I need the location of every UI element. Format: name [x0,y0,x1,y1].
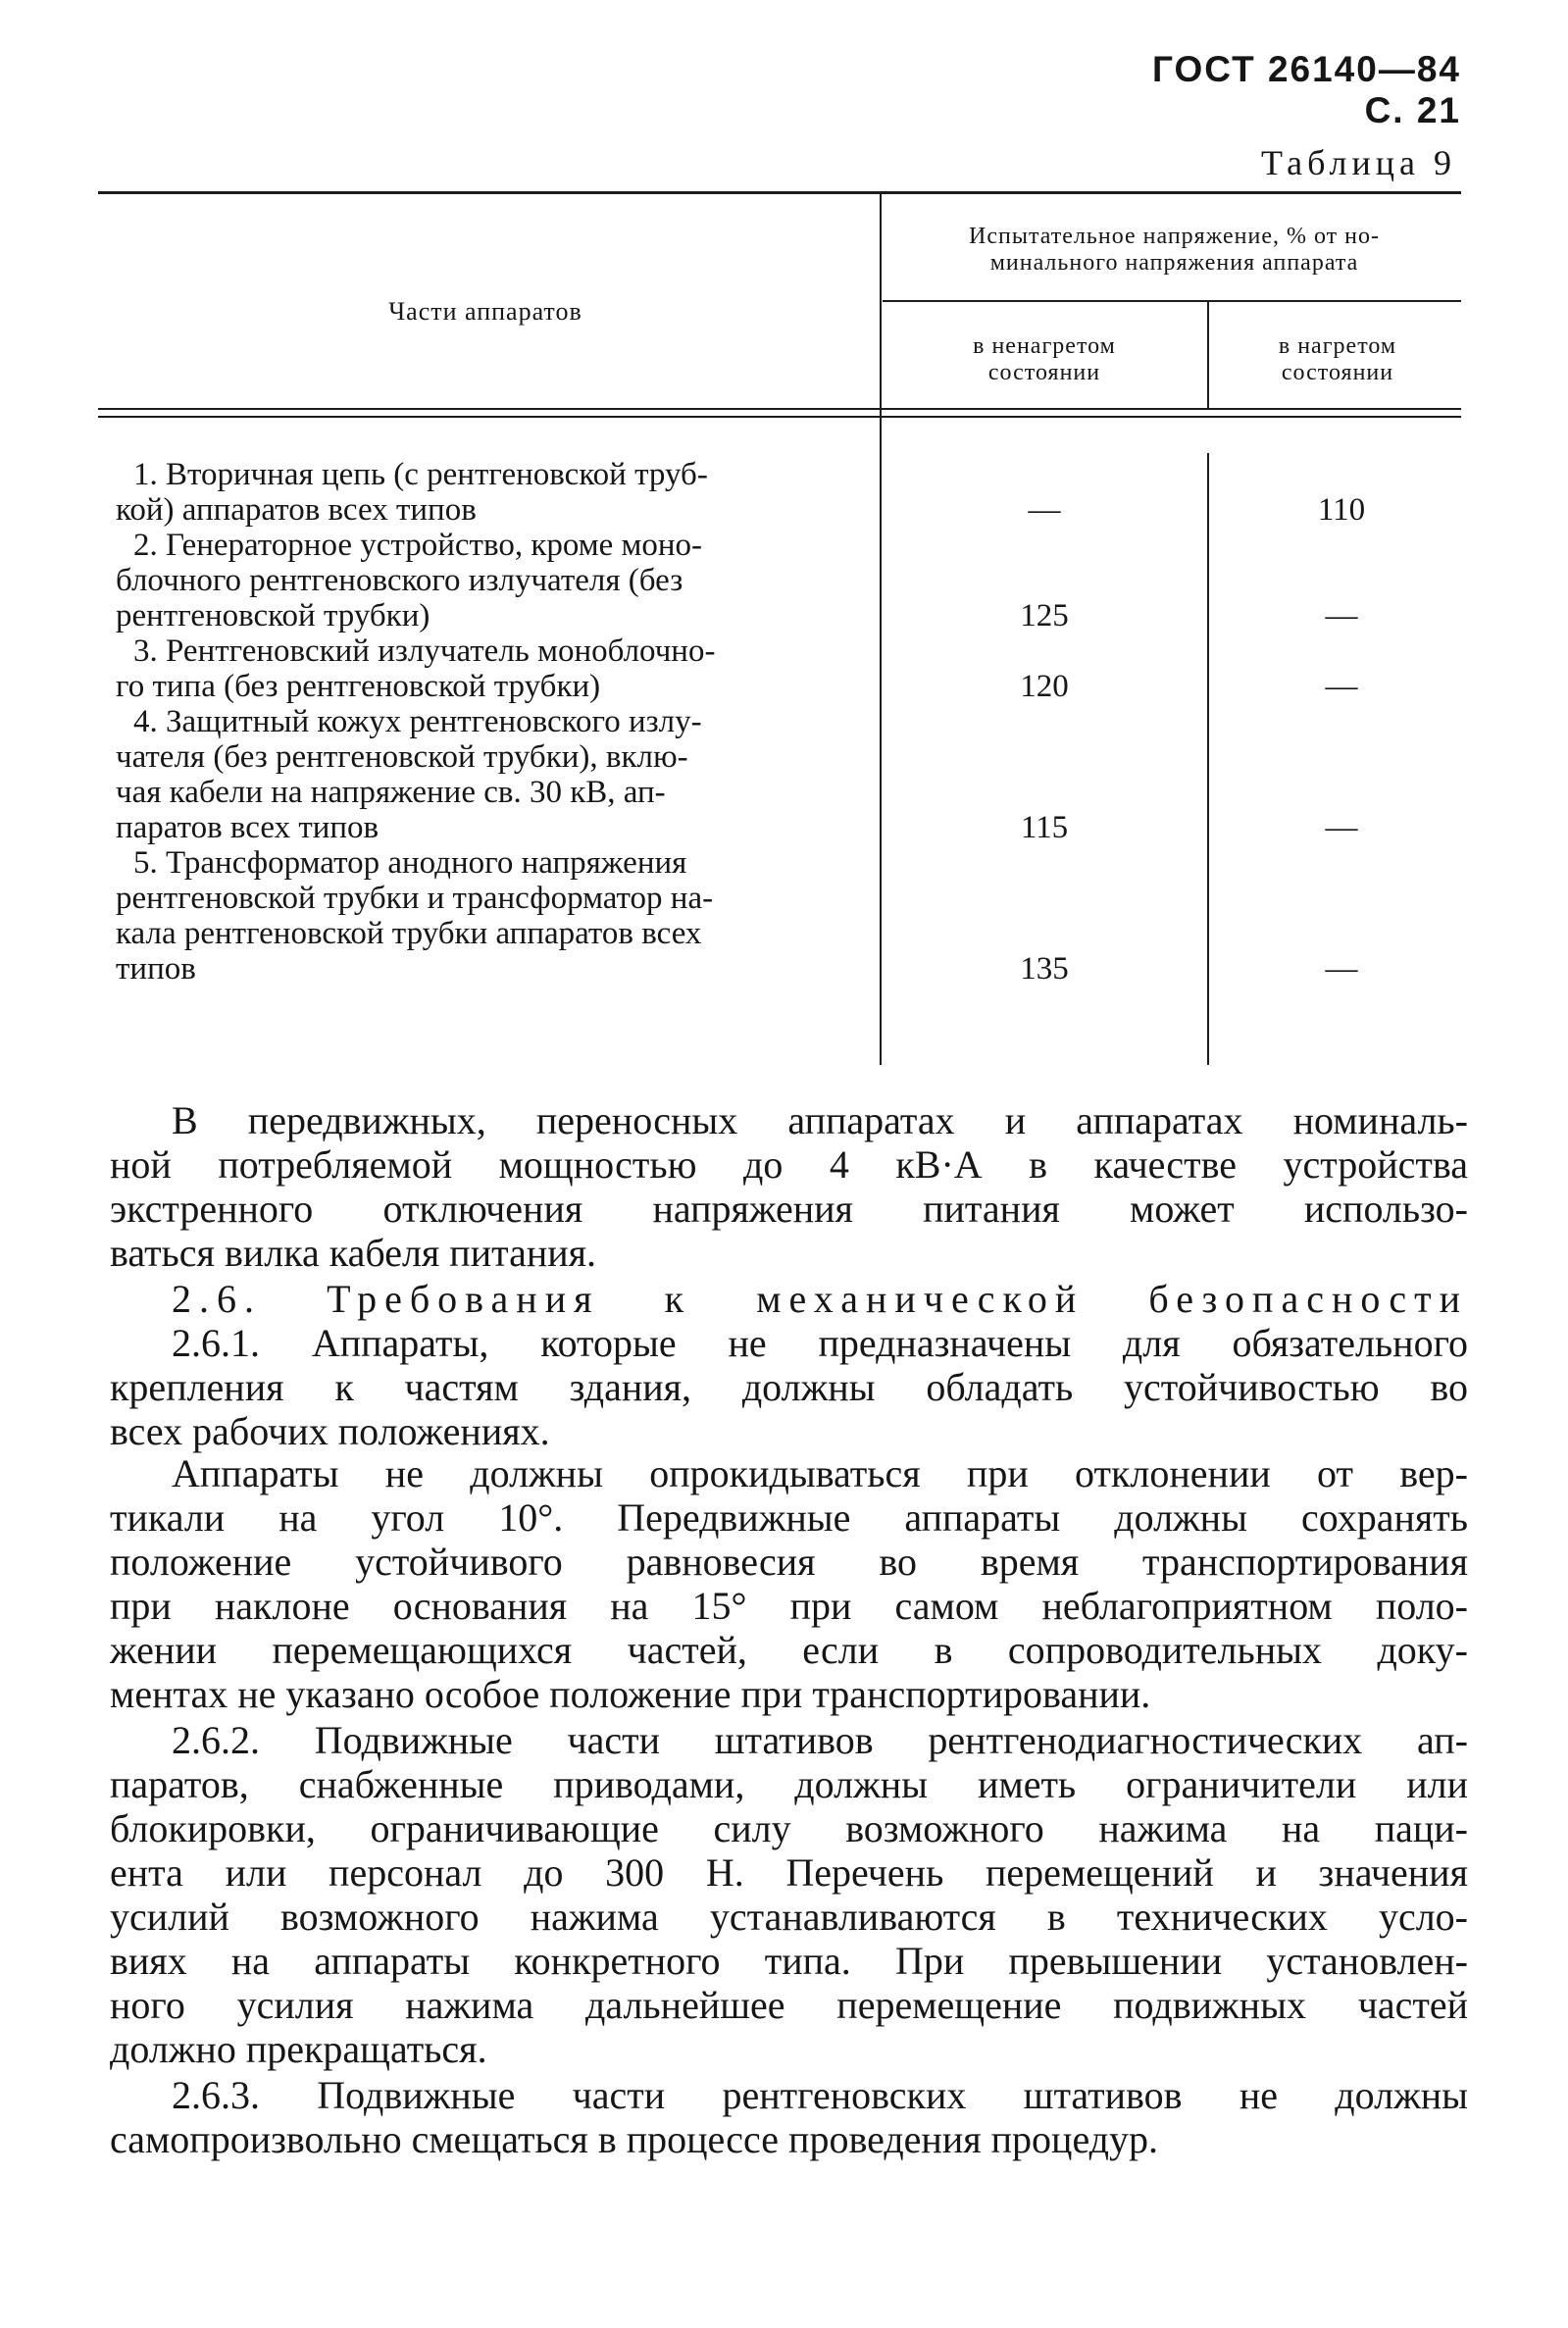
section-heading-mechanical-safety: 2.6. Требования к механической безопасности [172,1277,1468,1321]
table-row-4-hot: — [1325,810,1358,845]
paragraph-2-6-3: 2.6.3. Подвижные части рентгеновских штативов не должны самопроизвольно смещаться в процессе проведения процедур. [110,2073,1468,2161]
column-divider-body [1207,453,1209,1065]
col-header-hot: в нагретом состоянии [1278,333,1397,385]
header-bottom-rule-2 [98,416,1461,418]
column-divider-sub [1207,302,1209,408]
table-row-3-label: 3. Рентгеновский излучатель моноблочно- го типа (без рентгеновской трубки) [116,633,716,704]
paragraph-2-6-1: 2.6.1. Аппараты, которые не предназначены для обязательного крепления к частям здания, должны обладать устойчивостью во всех рабочих положениях. [110,1321,1468,1453]
paragraph-stability: Аппараты не должны опрокидываться при отклонении от вер- тикали на угол 10°. Передвижные аппараты должны сохранять положение устойчивого равновесия во время транспортирования при наклоне основания на 15° при самом неблагоприятном поло- жении перемещающихся частей, если в сопроводительных доку- ментах не указано особое положение при транспортировании. [110,1451,1468,1716]
table-row-2-cold: 125 [1020,598,1069,633]
table-top-rule [98,191,1461,194]
table-row-2-label: 2. Генераторное устройство, кроме моно- блочного рентгеновского излучателя (без рентгеновской трубки) [116,528,703,633]
page-header: ГОСТ 26140—84 С. 21 [1152,49,1461,130]
table-row-1-hot: 110 [1317,492,1366,528]
table-row-3-cold: 120 [1020,669,1069,704]
paragraph-emergency-disconnect: В передвижных, переносных аппаратах и аппаратах номиналь- ной потребляемой мощностью до 4 кВ·А в качестве устройства экстренного отключения напряжения питания может использо- ваться вилка кабеля питания. [110,1098,1468,1275]
table-row-4-label: 4. Защитный кожух рентгеновского излу- чателя (без рентгеновской трубки), вклю- чая кабели на напряжение св. 30 кВ, ап- паратов всех типов [116,704,702,845]
table-row-1-label: 1. Вторичная цепь (с рентгеновской труб- кой) аппаратов всех типов [116,457,708,528]
table-row-1-cold: — [1028,492,1061,528]
table-row-5-hot: — [1325,951,1358,987]
paragraph-2-6-2: 2.6.2. Подвижные части штативов рентгенодиагностических ап- паратов, снабженные приводами, должны иметь ограничители или блокировки, ограничивающие силу возможного нажима на паци- ента или персонал до 300 Н. Перечень перемещений и значения усилий возможного нажима устанавливаются в технических усло- виях на аппараты конкретного типа. При превышении установлен- ного усилия нажима дальнейшее перемещение подвижных частей должно прекращаться. [110,1718,1468,2071]
header-bottom-rule [98,408,1461,410]
table-row-3-hot: — [1325,669,1358,704]
table-row-5-cold: 135 [1020,951,1069,987]
column-divider-main [880,194,882,1065]
col-header-cold: в ненагретом состоянии [973,333,1116,385]
table-caption: Таблица 9 [1261,143,1456,182]
table-row-4-cold: 115 [1020,810,1069,845]
col-header-parts: Части аппаратов [388,297,582,326]
table-row-5-label: 5. Трансформатор анодного напряжения рентгеновской трубки и трансформатор на- кала рентгеновской трубки аппаратов всех типов [116,845,714,987]
col-header-voltage: Испытательное напряжение, % от но- минального напряжения аппарата [969,224,1380,276]
table-row-2-hot: — [1325,598,1358,633]
subheader-rule [883,300,1461,302]
